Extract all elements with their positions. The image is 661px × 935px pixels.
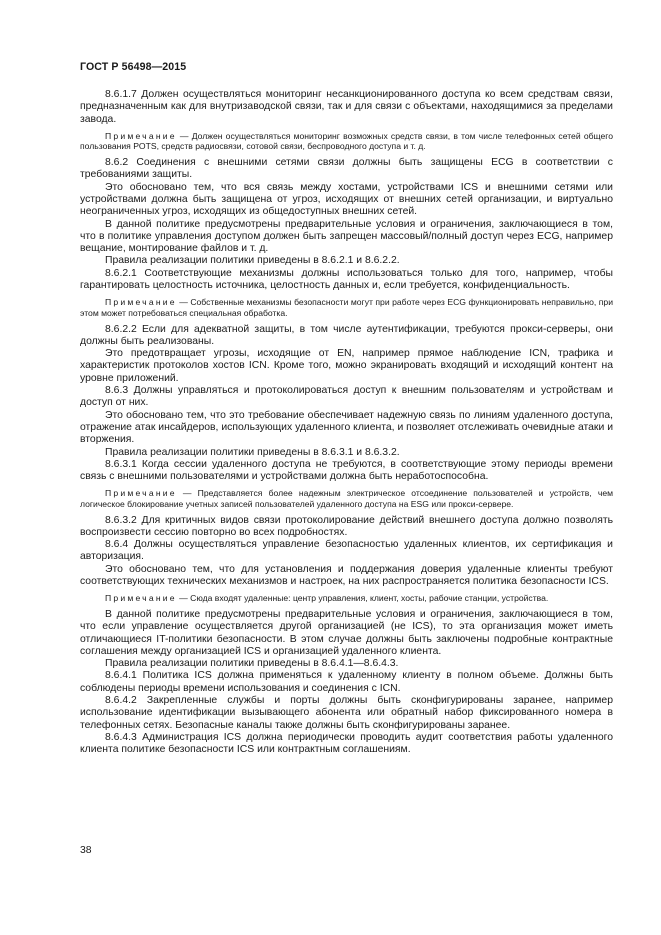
- note-dash: —: [176, 297, 191, 308]
- paragraph: Правила реализации политики приведены в 8.6.3.1 и 8.6.3.2.: [105, 446, 400, 458]
- paragraph: 8.6.3.2 Для критичных видов связи протоколирование действий внешнего доступа должно позволять воспроизвести сессию повторно во всех подробностях.: [80, 514, 613, 538]
- note: [80, 131, 613, 152]
- paragraph: 8.6.4.2 Закрепленные службы и порты должны быть сконфигурированы заранее, например использование идентификации вызывающего абонента или обратный набор фиксированного номера в телефонных сетях. Безопасные каналы также должны быть сконфигурированы заранее.: [80, 695, 613, 731]
- paragraph: 8.6.3.1 Когда сессии удаленного доступа не требуются, в соответствующие этому периоды времени связь с внешними пользователями и устройствами должна быть неработоспособна.: [80, 458, 613, 483]
- paragraph: Правила реализации политики приведены в 8.6.2.1 и 8.6.2.2.: [105, 255, 400, 267]
- paragraph: 8.6.3 Должны управляться и протоколироваться доступ к внешним пользователям и устройствам и доступ от них.: [80, 385, 613, 409]
- paragraph: 8.6.4.3 Администрация ICS должна периодически проводить аудит соответствия работы удаленного клиента политике безопасности ICS или контрактным соглашениям.: [80, 731, 613, 756]
- note-label: Примечание: [105, 297, 177, 308]
- paragraph: 8.6.2.2 Если для адекватной защиты, в том числе аутентификации, требуются прокси-серверы, они должны быть реализованы.: [80, 323, 613, 347]
- note-text: Собственные механизмы безопасности могут при работе через ECG функционировать неправильно, при этом может потребоваться специальная обработка.: [80, 297, 613, 318]
- note: [80, 297, 613, 318]
- note: [80, 593, 613, 604]
- paragraph: 8.6.2.1 Соответствующие механизмы должны использоваться только для того, например, чтобы гарантировать целостность источника, целостность данных и, если требуется, конфиденциальность.: [80, 267, 613, 292]
- paragraph: Это предотвращает угрозы, исходящие от EN, например прямое наблюдение ICN, трафика и характеристик протоколов хостов ICN. Кроме того, можно экранировать входящий и исходящий контент на уровне приложений.: [80, 348, 613, 384]
- page-number: 38: [80, 845, 92, 856]
- paragraph: 8.6.2 Соединения с внешними сетями связи должны быть защищены ECG в соответствии с требованиями защиты.: [80, 157, 613, 181]
- note-label: Примечание: [105, 593, 177, 604]
- paragraph: Это обосновано тем, что это требование обеспечивает надежную связь по линиям удаленного доступа, отражение атак инсайдеров, использующих удаленного клиента, и позволяет отслеживать очевидные атаки и вторжения.: [80, 409, 613, 446]
- paragraph: Это обосновано тем, что для установления и поддержания доверия удаленные клиенты требуют соответствующих технических механизмов и настроек, на них распространяется политика безопасности ICS.: [80, 563, 613, 588]
- note-label: Примечание: [105, 488, 177, 499]
- note-text: Сюда входят удаленные: центр управления, клиент, хосты, рабочие станции, устройства.: [190, 593, 549, 604]
- note-text: Должен осуществляться мониторинг возможных средств связи, в том числе телефонных сетей общего пользования POTS, средств радиосвязи, сотовой связи, беспроводного доступа и т. д.: [80, 130, 613, 152]
- paragraph: В данной политике предусмотрены предварительные условия и ограничения, заключающиеся в том, что если управление осуществляется другой организацией (не ICS), то эта организация может иметь отличающиеся IT-политики безопасности. В этом случае должны быть заключены подробные контрактные соглашения между организацией ICS и организацией удаленного клиента.: [80, 608, 613, 657]
- note-dash: —: [176, 488, 198, 499]
- paragraph: Это обосновано тем, что вся связь между хостами, устройствами ICS и внешними сетями или устройствами должна быть защищена от угроз, исходящих от внешних сетей организации, и виртуально неограниченных угроз, исходящих из общедоступных внешних сетей.: [80, 181, 613, 218]
- document-body: [80, 89, 613, 757]
- paragraph: 8.6.1.7 Должен осуществляться мониторинг несанкционированного доступа ко всем средствам связи, предназначенным как для внутризаводской связи, так и для связи с объектами, находящимися за пределами завода.: [80, 89, 613, 125]
- note: [80, 488, 613, 509]
- note-text: Представляется более надежным электрическое отсоединение пользователей и устройств, чем логическое блокирование учетных записей пользователей удаленного доступа на ESG или прокси-сервере.: [80, 488, 614, 509]
- paragraph: 8.6.4 Должны осуществляться управление безопасностью удаленных клиентов, их сертификация и авторизация.: [80, 539, 613, 563]
- paragraph: В данной политике предусмотрены предварительные условия и ограничения, заключающиеся в том, что в политике управления доступом должен быть запрещен массовый/полный доступ через ECG, например вещание, монтирование файлов и т. д.: [80, 218, 613, 255]
- document-header: ГОСТ Р 56498—2015: [80, 61, 187, 73]
- paragraph: Правила реализации политики приведены в 8.6.4.1—8.6.4.3.: [105, 658, 399, 670]
- note-dash: —: [176, 130, 192, 141]
- note-label: Примечание: [105, 130, 177, 141]
- note-dash: —: [176, 593, 191, 604]
- paragraph: 8.6.4.1 Политика ICS должна применяться к удаленному клиенту в полном объеме. Должны быть соблюдены периоды времени использования и соединения с ICN.: [80, 670, 613, 694]
